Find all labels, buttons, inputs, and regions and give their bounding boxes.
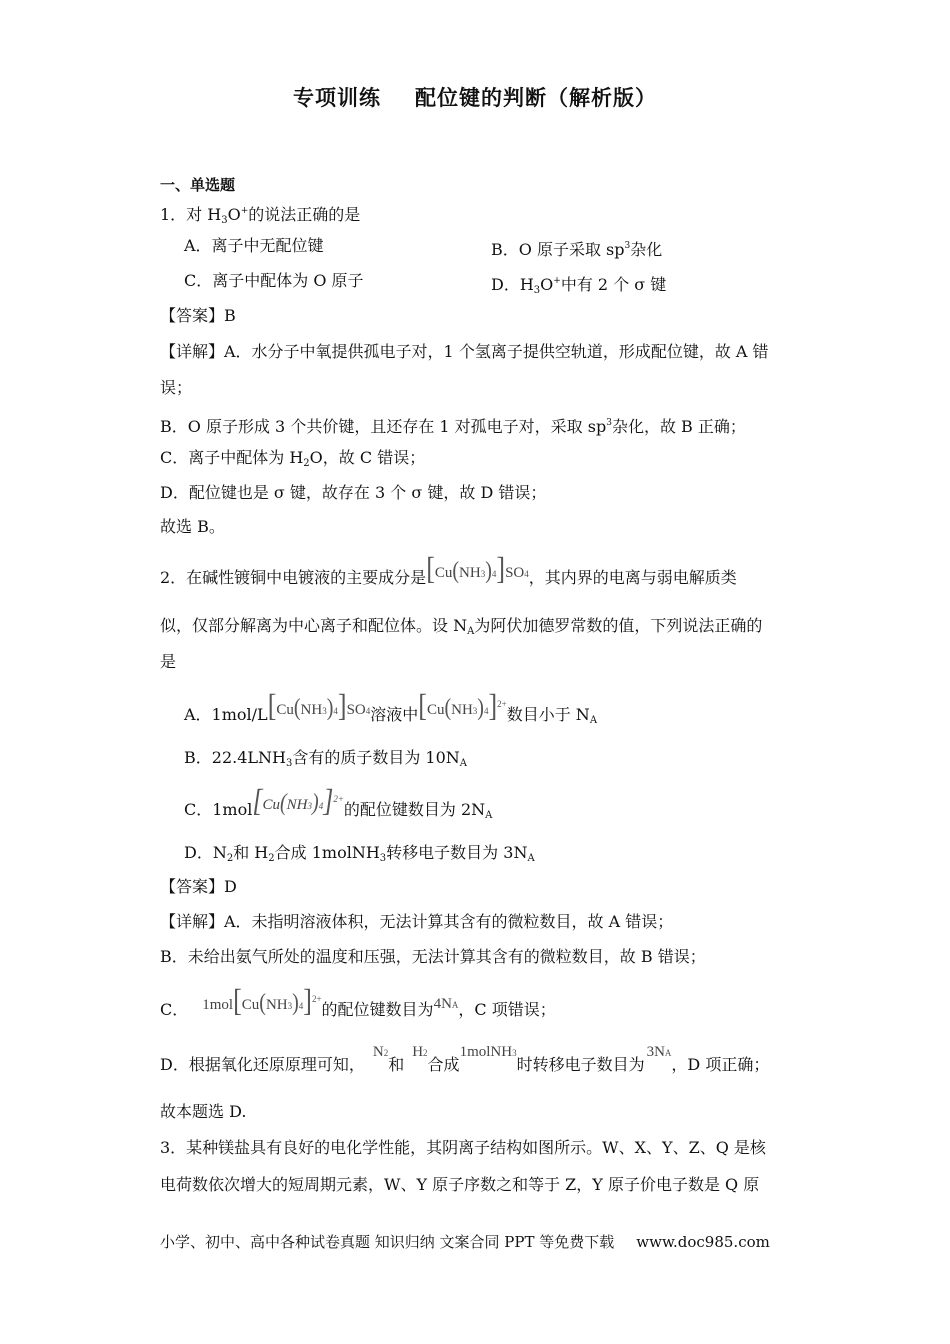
q2-conclusion: 故本题选 D. [160,1102,247,1121]
page-title [0,88,950,108]
q1-answer: 【答案】B [160,306,236,325]
title-part1: 专项训练 [293,86,381,110]
q2-stem-1: 2．在碱性镀铜中电镀液的主要成分是[Cu(NH3)4]SO4，其内界的电离与弱电解质类 [160,551,737,587]
q2-detail-4: D．根据氧化还原原理可知，N2和H2合成1molNH3时转移电子数目为3NA，D 项正确； [160,1044,770,1074]
footer-text: 小学、初中、高中各种试卷真题 知识归纳 文案合同 PPT 等免费下载 [160,1233,615,1251]
footer-link[interactable]: www.doc985.com [636,1233,770,1251]
q1-detail-1b: 误； [160,378,193,397]
q1-detail-4: D．配位键也是 σ 键，故存在 3 个 σ 键，故 D 错误； [160,483,547,502]
formula-detail-c: $1mol[Cu(NH3)4]^{2+}$ [202,983,322,1018]
q2-detail-1: 【详解】A．未指明溶液体积，无法计算其含有的微粒数目，故 A 错误； [160,912,674,931]
q1-option-a: A．离子中无配位键 [184,236,324,255]
q1-stem: 1．对 $H_3O^+$的说法正确的是 [160,205,361,226]
q1-conclusion: 故选 B。 [160,517,225,536]
title-part2: 配位键的判断（解析版） [415,86,657,110]
q3-line-2: 电荷数依次增大的短周期元素，W、Y 原子序数之和等于 Z，Y 原子价电子数是 Q 原 [160,1175,760,1194]
q2-option-d: D．$N_2$和 $H_2$合成 1molNH$_3$转移电子数目为 $3N_A$ [184,843,535,864]
q1-option-c: C．离子中配体为 O 原子 [184,271,364,290]
q2-detail-2: B．未给出氨气所处的温度和压强，无法计算其含有的微粒数目，故 B 错误； [160,947,706,966]
q2-option-c: C．$1mol[Cu(NH3)4]^{2+}$的配位键数目为 $2N_A$ [184,783,493,821]
formula-a1: [Cu(NH3)4]SO4 [267,688,371,723]
q2-stem-3: 是 [160,652,177,671]
q1-option-b: B．O 原子采取 $sp^3$杂化 [491,240,663,259]
footer [160,1232,770,1252]
q2-option-a: A．1mol/L[Cu(NH3)4]SO4溶液中$[Cu(NH3)4]^{2+}$数目小于 $N_A$ [184,688,598,726]
q1-option-d: D．$H_3O^+$中有 2 个 σ 键 [491,275,667,296]
q2-option-b: B．$22.4LNH_3$含有的质子数目为 $10N_A$ [184,748,468,769]
q3-line-1: 3．某种镁盐具有良好的电化学性能，其阴离子结构如图所示。W、X、Y、Z、Q 是核 [160,1138,766,1157]
q1-detail-2: B．O 原子形成 3 个共价键，且还存在 1 对孤电子对，采取 $sp^3$杂化，故 B 正确； [160,417,746,436]
q1-detail-1: 【详解】A．水分子中氧提供孤电子对，1 个氢离子提供空轨道，形成配位键，故 A 错 [160,342,769,361]
q2-answer: 【答案】D [160,877,237,896]
q2-detail-3: C． $1mol[Cu(NH3)4]^{2+}$的配位键数目为4NA，C 项错误； [160,983,556,1019]
formula-cu-nh3-so4: [Cu(NH3)4]SO4 [426,551,529,586]
formula-c: $[Cu(NH3)4]^{2+}$ [252,783,344,818]
formula-a2: $[Cu(NH3)4]^{2+}$ [418,688,507,723]
section-heading: 一、单选题 [160,176,236,194]
q1-detail-3: C．离子中配体为 $H_2O$，故 C 错误； [160,448,426,469]
q2-stem-2: 似，仅部分解离为中心离子和配位体。设 $N_A$为阿伏加德罗常数的值，下列说法正确的 [160,616,763,637]
